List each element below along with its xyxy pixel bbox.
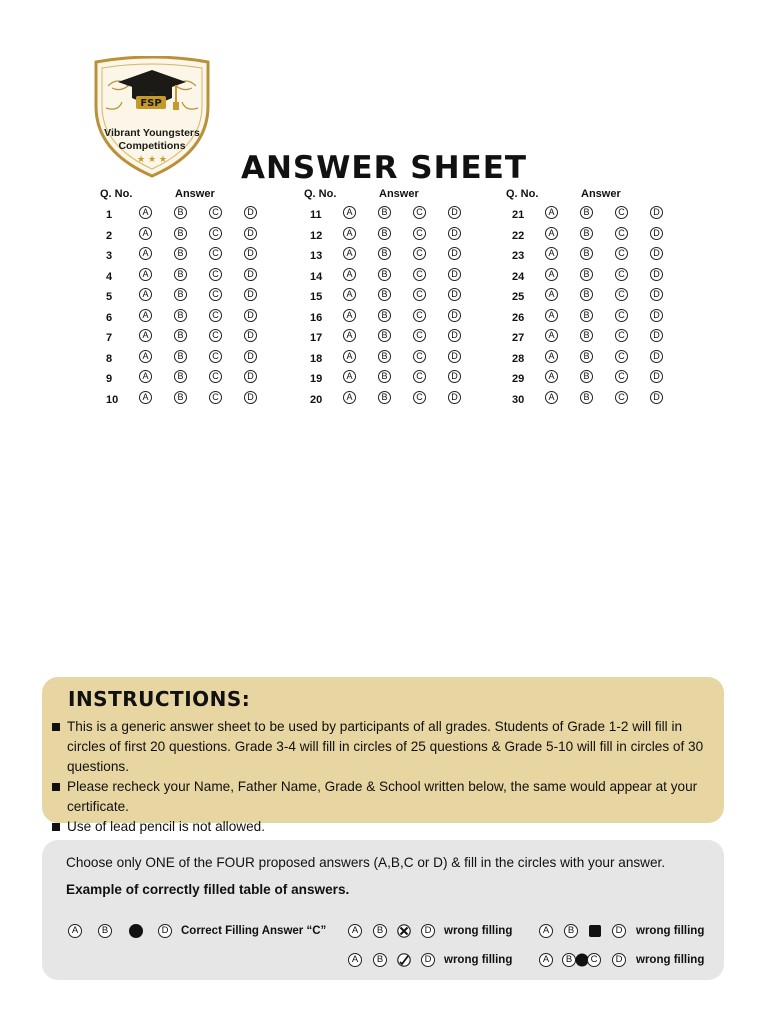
question-number: 22 bbox=[512, 229, 525, 242]
instruction-item: Please recheck your Name, Father Name, Grade & School written below, the same would appear at your certificate. bbox=[52, 777, 722, 817]
crossed-bubble-icon bbox=[397, 924, 411, 938]
svg-text:FSP: FSP bbox=[140, 98, 162, 109]
instructions-box bbox=[42, 677, 724, 834]
option-bubble-d[interactable]: D bbox=[448, 329, 461, 342]
option-bubble-a: A bbox=[539, 924, 553, 938]
answer-row bbox=[508, 204, 738, 225]
option-bubble-d[interactable]: D bbox=[244, 350, 257, 363]
question-number: 24 bbox=[512, 270, 525, 283]
question-number: 12 bbox=[310, 229, 323, 242]
answer-row bbox=[508, 348, 738, 369]
option-bubble-c[interactable]: C bbox=[209, 309, 222, 322]
option-bubble-a[interactable]: A bbox=[343, 268, 356, 281]
wrong-filling-label: wrong filling bbox=[636, 954, 705, 966]
question-number: 7 bbox=[106, 332, 113, 344]
option-bubble-d[interactable]: D bbox=[244, 268, 257, 281]
option-bubble-c[interactable]: C bbox=[413, 247, 426, 260]
option-bubble-b[interactable]: B bbox=[174, 206, 187, 219]
question-number: 21 bbox=[512, 209, 525, 221]
option-bubble-a[interactable]: A bbox=[139, 350, 152, 363]
option-bubble-d[interactable]: D bbox=[244, 391, 257, 404]
option-bubble-b[interactable]: B bbox=[174, 391, 187, 404]
example-instruction: Choose only ONE of the FOUR proposed answers (A,B,C or D) & fill in the circles with your answer. bbox=[66, 855, 666, 870]
option-bubble-c[interactable]: C bbox=[615, 329, 628, 342]
option-bubble-c[interactable]: C bbox=[413, 268, 426, 281]
option-bubble-a[interactable]: A bbox=[545, 370, 558, 383]
option-bubble-b[interactable]: B bbox=[174, 370, 187, 383]
option-bubble-c[interactable]: C bbox=[209, 370, 222, 383]
question-number: 18 bbox=[310, 352, 323, 365]
answer-row bbox=[306, 286, 536, 307]
question-number: 5 bbox=[106, 291, 113, 303]
option-bubble-b[interactable]: B bbox=[174, 247, 187, 260]
wrong-filling-label: wrong filling bbox=[636, 925, 705, 937]
option-bubble-c[interactable]: C bbox=[413, 206, 426, 219]
question-number: 26 bbox=[512, 311, 525, 324]
wrong-filling-label: wrong filling bbox=[444, 925, 513, 937]
option-bubble-c[interactable]: C bbox=[209, 329, 222, 342]
option-bubble-b[interactable]: B bbox=[174, 309, 187, 322]
answer-row bbox=[508, 286, 738, 307]
option-bubble-d: D bbox=[612, 924, 626, 938]
answer-row bbox=[102, 348, 332, 369]
option-bubble-b[interactable]: B bbox=[174, 268, 187, 281]
option-bubble-c[interactable]: C bbox=[413, 370, 426, 383]
option-bubble-d: D bbox=[421, 953, 435, 967]
option-bubble-b[interactable]: B bbox=[174, 227, 187, 240]
answer-row bbox=[508, 225, 738, 246]
option-bubble-d[interactable]: D bbox=[244, 309, 257, 322]
option-bubble-d[interactable]: D bbox=[244, 206, 257, 219]
option-bubble-d[interactable]: D bbox=[448, 370, 461, 383]
question-number: 20 bbox=[310, 393, 323, 406]
answer-row bbox=[306, 327, 536, 348]
option-bubble-b[interactable]: B bbox=[580, 206, 593, 219]
option-bubble-a[interactable]: A bbox=[343, 247, 356, 260]
answer-row bbox=[306, 204, 536, 225]
answer-row bbox=[306, 389, 536, 410]
option-bubble-c[interactable]: C bbox=[209, 288, 222, 301]
question-number: 11 bbox=[310, 209, 322, 221]
option-bubble-a[interactable]: A bbox=[545, 350, 558, 363]
option-bubble-c[interactable]: C bbox=[413, 309, 426, 322]
answer-header: Answer bbox=[175, 188, 215, 200]
option-bubble-d[interactable]: D bbox=[650, 206, 663, 219]
answer-row bbox=[102, 225, 332, 246]
option-bubble-d[interactable]: D bbox=[244, 247, 257, 260]
instruction-item: This is a generic answer sheet to be used by participants of all grades. Students of Grade 1-2 will fill in circles of first 20 questions. Grade 3-4 will fill in circles of 25 questions & Grade 5-10 will fill in circles of 30 questions. bbox=[52, 717, 722, 777]
answer-row bbox=[508, 266, 738, 287]
option-bubble-a[interactable]: A bbox=[545, 329, 558, 342]
option-bubble-a: A bbox=[348, 953, 362, 967]
answer-column-1 bbox=[102, 188, 332, 409]
question-number: 27 bbox=[512, 332, 525, 344]
option-bubble-c[interactable]: C bbox=[615, 309, 628, 322]
column-header bbox=[102, 188, 332, 204]
option-bubble-c[interactable]: C bbox=[413, 329, 426, 342]
option-bubble-a[interactable]: A bbox=[139, 309, 152, 322]
option-bubble-a[interactable]: A bbox=[545, 227, 558, 240]
option-bubble-c[interactable]: C bbox=[413, 350, 426, 363]
option-bubble-d[interactable]: D bbox=[448, 350, 461, 363]
option-bubble-b[interactable]: B bbox=[580, 288, 593, 301]
option-bubble-b[interactable]: B bbox=[378, 206, 391, 219]
question-number: 3 bbox=[106, 250, 113, 262]
question-number: 25 bbox=[512, 291, 525, 303]
answer-row bbox=[306, 307, 536, 328]
option-bubble-a[interactable]: A bbox=[139, 370, 152, 383]
option-bubble-b: B bbox=[98, 924, 112, 938]
answer-row bbox=[102, 204, 332, 225]
answer-row bbox=[306, 225, 536, 246]
question-number: 4 bbox=[106, 270, 113, 283]
option-bubble-c[interactable]: C bbox=[615, 391, 628, 404]
answer-row bbox=[102, 286, 332, 307]
slashed-bubble-icon bbox=[397, 953, 411, 967]
answer-row bbox=[508, 389, 738, 410]
question-number: 6 bbox=[106, 311, 113, 324]
option-bubble-d[interactable]: D bbox=[244, 329, 257, 342]
option-bubble-c[interactable]: C bbox=[615, 247, 628, 260]
option-bubble-d[interactable]: D bbox=[650, 227, 663, 240]
instruction-item: Use of lead pencil is not allowed. bbox=[52, 817, 722, 837]
option-bubble-c[interactable]: C bbox=[209, 268, 222, 281]
option-bubble-d[interactable]: D bbox=[650, 391, 663, 404]
option-bubble-b[interactable]: B bbox=[580, 247, 593, 260]
question-number: 2 bbox=[106, 229, 113, 242]
question-number: 29 bbox=[512, 373, 525, 385]
qno-header: Q. No. bbox=[100, 188, 133, 200]
example-heading: Example of correctly filled table of answers. bbox=[66, 882, 350, 897]
option-bubble-b[interactable]: B bbox=[174, 350, 187, 363]
option-bubble-a[interactable]: A bbox=[343, 329, 356, 342]
answer-column-2 bbox=[304, 188, 539, 409]
option-bubble-a[interactable]: A bbox=[139, 227, 152, 240]
option-bubble-c[interactable]: C bbox=[615, 288, 628, 301]
question-number: 16 bbox=[310, 311, 323, 324]
question-number: 15 bbox=[310, 291, 323, 303]
answer-row bbox=[306, 368, 536, 389]
answer-row bbox=[102, 389, 332, 410]
option-bubble-b[interactable]: B bbox=[378, 288, 391, 301]
option-bubble-a[interactable]: A bbox=[139, 268, 152, 281]
option-bubble-a[interactable]: A bbox=[343, 206, 356, 219]
answer-header: Answer bbox=[581, 188, 621, 200]
option-bubble-b[interactable]: B bbox=[378, 391, 391, 404]
option-bubble-b[interactable]: B bbox=[580, 268, 593, 281]
option-bubble-b[interactable]: B bbox=[580, 329, 593, 342]
question-number: 1 bbox=[106, 209, 113, 221]
option-bubble-d: D bbox=[612, 953, 626, 967]
instructions-list bbox=[52, 717, 722, 857]
option-bubble-b[interactable]: B bbox=[580, 309, 593, 322]
option-bubble-d[interactable]: D bbox=[244, 288, 257, 301]
option-bubble-b[interactable]: B bbox=[580, 227, 593, 240]
option-bubble-c[interactable]: C bbox=[209, 227, 222, 240]
svg-text:Vibrant Youngsters: Vibrant Youngsters bbox=[104, 127, 200, 139]
option-bubble-d[interactable]: D bbox=[244, 227, 257, 240]
option-bubble-d[interactable]: D bbox=[448, 288, 461, 301]
option-bubble-b[interactable]: B bbox=[174, 329, 187, 342]
option-bubble-d[interactable]: D bbox=[448, 268, 461, 281]
option-bubble-b[interactable]: B bbox=[378, 329, 391, 342]
page-title: ANSWER SHEET bbox=[240, 150, 528, 186]
option-bubble-a: A bbox=[539, 953, 553, 967]
correct-filling-label: Correct Filling Answer “C” bbox=[181, 925, 327, 937]
option-bubble-a: A bbox=[68, 924, 82, 938]
option-bubble-d[interactable]: D bbox=[448, 391, 461, 404]
filled-bubble-c bbox=[129, 924, 143, 938]
option-bubble-c[interactable]: C bbox=[615, 268, 628, 281]
question-number: 13 bbox=[310, 250, 323, 262]
square-fill-icon bbox=[588, 924, 602, 938]
option-bubble-d[interactable]: D bbox=[650, 288, 663, 301]
option-bubble-b[interactable]: B bbox=[580, 370, 593, 383]
svg-text:★ ★ ★: ★ ★ ★ bbox=[137, 155, 167, 165]
option-bubble-c: C bbox=[587, 953, 601, 967]
bullet-square-icon bbox=[52, 783, 60, 791]
option-bubble-d[interactable]: D bbox=[650, 247, 663, 260]
option-bubble-c[interactable]: C bbox=[413, 391, 426, 404]
option-bubble-c[interactable]: C bbox=[413, 288, 426, 301]
option-bubble-d: D bbox=[158, 924, 172, 938]
answer-row bbox=[102, 266, 332, 287]
option-bubble-c[interactable]: C bbox=[209, 350, 222, 363]
bullet-square-icon bbox=[52, 823, 60, 831]
answer-row bbox=[508, 245, 738, 266]
option-bubble-a[interactable]: A bbox=[545, 391, 558, 404]
option-bubble-a[interactable]: A bbox=[545, 288, 558, 301]
option-bubble-b[interactable]: B bbox=[378, 309, 391, 322]
option-bubble-c[interactable]: C bbox=[209, 247, 222, 260]
option-bubble-a[interactable]: A bbox=[343, 309, 356, 322]
option-bubble-a[interactable]: A bbox=[545, 206, 558, 219]
question-number: 9 bbox=[106, 373, 113, 385]
option-bubble-a: A bbox=[348, 924, 362, 938]
option-bubble-d[interactable]: D bbox=[448, 227, 461, 240]
answer-row bbox=[306, 266, 536, 287]
option-bubble-d[interactable]: D bbox=[650, 268, 663, 281]
answer-row bbox=[306, 245, 536, 266]
answer-row bbox=[102, 245, 332, 266]
column-header bbox=[304, 188, 539, 204]
option-bubble-a[interactable]: A bbox=[343, 391, 356, 404]
option-bubble-b: B bbox=[373, 953, 387, 967]
option-bubble-d[interactable]: D bbox=[448, 206, 461, 219]
option-bubble-c[interactable]: C bbox=[209, 206, 222, 219]
option-bubble-b[interactable]: B bbox=[378, 227, 391, 240]
option-bubble-c[interactable]: C bbox=[209, 391, 222, 404]
question-number: 28 bbox=[512, 352, 525, 365]
option-bubble-d[interactable]: D bbox=[650, 370, 663, 383]
option-bubble-a[interactable]: A bbox=[343, 227, 356, 240]
answer-column-3 bbox=[508, 188, 738, 409]
option-bubble-a[interactable]: A bbox=[139, 206, 152, 219]
svg-text:Competitions: Competitions bbox=[118, 140, 186, 152]
option-bubble-b[interactable]: B bbox=[378, 247, 391, 260]
question-number: 10 bbox=[106, 393, 119, 406]
question-number: 14 bbox=[310, 270, 323, 283]
bullet-square-icon bbox=[52, 723, 60, 731]
option-bubble-d[interactable]: D bbox=[650, 350, 663, 363]
option-bubble-d: D bbox=[421, 924, 435, 938]
question-number: 23 bbox=[512, 250, 525, 262]
option-bubble-b: B bbox=[562, 953, 576, 967]
option-bubble-c[interactable]: C bbox=[413, 227, 426, 240]
option-bubble-a[interactable]: A bbox=[343, 350, 356, 363]
option-bubble-c[interactable]: C bbox=[615, 227, 628, 240]
answer-row bbox=[102, 307, 332, 328]
wrong-filling-label: wrong filling bbox=[444, 954, 513, 966]
option-bubble-c[interactable]: C bbox=[615, 350, 628, 363]
answer-row bbox=[508, 307, 738, 328]
answer-row bbox=[508, 327, 738, 348]
option-bubble-a[interactable]: A bbox=[139, 329, 152, 342]
column-header bbox=[508, 188, 738, 204]
answer-row bbox=[508, 368, 738, 389]
option-bubble-a[interactable]: A bbox=[139, 288, 152, 301]
answer-row bbox=[102, 327, 332, 348]
option-bubble-a[interactable]: A bbox=[139, 391, 152, 404]
option-bubble-c[interactable]: C bbox=[615, 370, 628, 383]
option-bubble-a[interactable]: A bbox=[343, 288, 356, 301]
question-number: 30 bbox=[512, 393, 525, 406]
instructions-title: INSTRUCTIONS: bbox=[68, 687, 251, 711]
option-bubble-b[interactable]: B bbox=[174, 288, 187, 301]
option-bubble-b[interactable]: B bbox=[580, 350, 593, 363]
option-bubble-b: B bbox=[373, 924, 387, 938]
option-bubble-b[interactable]: B bbox=[378, 268, 391, 281]
example-box bbox=[42, 840, 724, 980]
option-bubble-a[interactable]: A bbox=[545, 247, 558, 260]
question-number: 8 bbox=[106, 352, 113, 365]
qno-header: Q. No. bbox=[304, 188, 337, 200]
question-number: 19 bbox=[310, 373, 323, 385]
option-bubble-d[interactable]: D bbox=[448, 247, 461, 260]
qno-header: Q. No. bbox=[506, 188, 539, 200]
answer-row bbox=[306, 348, 536, 369]
option-bubble-c[interactable]: C bbox=[615, 206, 628, 219]
option-bubble-a[interactable]: A bbox=[139, 247, 152, 260]
answer-row bbox=[102, 368, 332, 389]
option-bubble-b[interactable]: B bbox=[378, 350, 391, 363]
option-bubble-a[interactable]: A bbox=[545, 268, 558, 281]
option-bubble-b[interactable]: B bbox=[580, 391, 593, 404]
answer-header: Answer bbox=[379, 188, 419, 200]
option-bubble-a[interactable]: A bbox=[343, 370, 356, 383]
option-bubble-d[interactable]: D bbox=[448, 309, 461, 322]
option-bubble-d[interactable]: D bbox=[650, 309, 663, 322]
option-bubble-b[interactable]: B bbox=[378, 370, 391, 383]
option-bubble-d[interactable]: D bbox=[650, 329, 663, 342]
option-bubble-b: B bbox=[564, 924, 578, 938]
question-number: 17 bbox=[310, 332, 323, 344]
option-bubble-a[interactable]: A bbox=[545, 309, 558, 322]
option-bubble-d[interactable]: D bbox=[244, 370, 257, 383]
